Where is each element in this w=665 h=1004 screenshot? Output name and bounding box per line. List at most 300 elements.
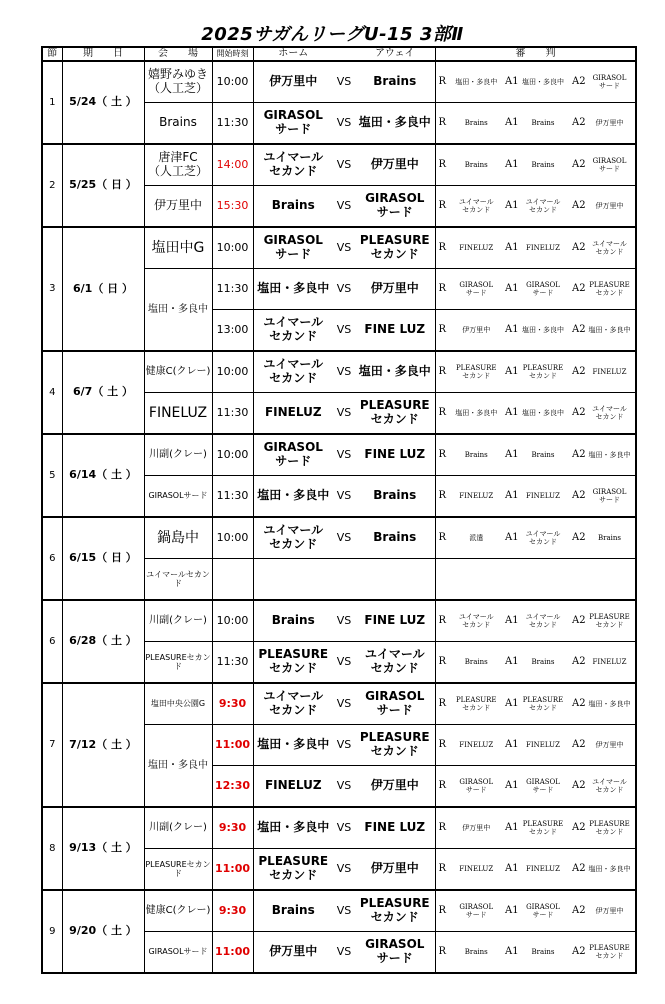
referee-a2: [569, 849, 636, 891]
match-start-time: 11:30: [212, 476, 253, 518]
vs-label: VS: [333, 310, 355, 352]
home-team: 伊万里中: [253, 61, 333, 103]
referee-team: [517, 364, 569, 381]
referee-team: [584, 778, 635, 795]
round-date: 5/25（ 日 ）: [62, 144, 144, 227]
header-ref-blank-1: [435, 47, 502, 61]
referee-team: [451, 198, 503, 215]
referee-team-line: ユイマール: [525, 197, 561, 206]
referee-role-label: A1: [505, 656, 519, 668]
round-number: 3: [42, 227, 62, 351]
referee-team-line: GIRASOL: [459, 777, 494, 786]
referee-role-label: R: [438, 863, 447, 875]
referee-role-label: A1: [505, 366, 519, 378]
round-block: [42, 517, 636, 600]
referee-role-label: R: [438, 490, 447, 502]
referee-a2: [569, 227, 636, 269]
away-team-line: GIRASOL: [365, 689, 425, 704]
round-date: 7/12（ 土 ）: [62, 683, 144, 807]
referee-r: [435, 600, 502, 642]
referee-role-label: A2: [572, 117, 586, 129]
referee-team: [517, 198, 569, 215]
home-team: 塩田・多良中: [253, 725, 333, 766]
referee-team: FINELUZ: [459, 740, 494, 749]
referee-a1: [502, 600, 569, 642]
referee-team: [451, 281, 503, 298]
referee-role-label: A1: [505, 905, 519, 917]
referee-role-label: A2: [572, 946, 586, 958]
referee-a2: [569, 186, 636, 228]
match-start-time: 9:30: [212, 890, 253, 932]
vs-label: VS: [333, 600, 355, 642]
referee-a2: [569, 103, 636, 145]
header-referee: 審 判: [502, 47, 569, 61]
vs-label: VS: [333, 642, 355, 684]
referee-a2: [569, 683, 636, 725]
home-team: Brains: [253, 890, 333, 932]
referee-team: Brains: [464, 118, 488, 127]
match-venue-line: （人工芝）: [147, 164, 208, 178]
referee-team: 派遣: [469, 533, 484, 542]
referee-a2: [569, 434, 636, 476]
home-team-line: サード: [275, 247, 312, 261]
away-team: [355, 890, 435, 932]
referee-team-line: GIRASOL: [592, 156, 627, 165]
referee-team: Brains: [531, 657, 555, 666]
match-start-time: 15:30: [212, 186, 253, 228]
referee-team-line: ユイマール: [525, 529, 561, 538]
match-row: [42, 600, 636, 642]
referee-a2: [569, 144, 636, 186]
referee-a2: [569, 600, 636, 642]
referee-team-line: サード: [532, 786, 554, 794]
match-start-time: 11:00: [212, 849, 253, 891]
match-start-time: 9:30: [212, 683, 253, 725]
referee-role-label: A1: [505, 117, 519, 129]
referee-role-label: R: [438, 242, 447, 254]
referee-a2: [569, 890, 636, 932]
referee-r: [435, 227, 502, 269]
match-start-time: 10:00: [212, 434, 253, 476]
referee-role-label: R: [438, 76, 447, 88]
away-team: Brains: [355, 61, 435, 103]
referee-r: [435, 476, 502, 518]
referee-team: Brains: [597, 533, 621, 542]
match-venue: [144, 144, 212, 186]
referee-team-line: ユイマール: [592, 777, 627, 786]
referee-team-line: GIRASOL: [459, 280, 494, 289]
away-team-line: セカンド: [370, 744, 419, 758]
referee-team-line: サード: [532, 289, 554, 297]
home-team: [253, 683, 333, 725]
referee-a1: [502, 725, 569, 766]
away-team-line: ユイマール: [364, 647, 425, 662]
vs-label: VS: [333, 269, 355, 310]
round-date: 6/1（ 日 ）: [62, 227, 144, 351]
home-team-line: ユイマール: [263, 523, 324, 538]
referee-a2: [569, 766, 636, 808]
referee-role-label: R: [438, 532, 447, 544]
home-team: FINELUZ: [253, 766, 333, 808]
match-venue: PLEASUREセカンド: [144, 849, 212, 891]
match-start-time: 10:00: [212, 517, 253, 559]
match-start-time: 10:00: [212, 227, 253, 269]
referee-team: Brains: [464, 160, 488, 169]
match-row: [42, 807, 636, 849]
referee-role-label: R: [438, 159, 447, 171]
vs-label: VS: [333, 61, 355, 103]
referee-a1: [502, 310, 569, 352]
home-team-line: セカンド: [269, 537, 318, 551]
match-venue: 鍋島中: [144, 517, 212, 559]
referee-role-label: A2: [572, 739, 586, 751]
referee-r: [435, 310, 502, 352]
home-team-line: セカンド: [269, 371, 318, 385]
referee-team-line: PLEASURE: [589, 819, 630, 828]
match-row: [42, 351, 636, 393]
referee-a1: [502, 144, 569, 186]
referee-r: [435, 517, 502, 559]
referee-team: FINELUZ: [526, 740, 560, 749]
referee-a1: [502, 186, 569, 228]
referee-team: FINELUZ: [526, 491, 560, 500]
referee-r: [435, 434, 502, 476]
referee-a1: [502, 517, 569, 559]
referee-team-line: セカンド: [462, 206, 491, 214]
referee-team: 伊万里中: [595, 201, 624, 210]
match-venue: 伊万里中: [144, 186, 212, 228]
referee-team: Brains: [464, 657, 488, 666]
referee-a2: [569, 517, 636, 559]
referee-a1: [502, 103, 569, 145]
round-block: [42, 61, 636, 144]
match-venue: GIRASOLサード: [144, 932, 212, 974]
referee-a2: [569, 393, 636, 435]
header-venue: 会 場: [144, 47, 212, 61]
referee-r: [435, 393, 502, 435]
referee-team: FINELUZ: [592, 367, 627, 376]
referee-team-line: サード: [465, 786, 487, 794]
referee-a2: [569, 310, 636, 352]
round-number: 9: [42, 890, 62, 973]
home-team-line: セカンド: [269, 164, 318, 178]
referee-team-line: PLEASURE: [522, 363, 564, 372]
referee-team-line: セカンド: [462, 372, 491, 380]
referee-role-label: A2: [572, 532, 586, 544]
referee-a1: [502, 559, 569, 601]
away-team: [355, 683, 435, 725]
home-team: [253, 310, 333, 352]
round-date: 6/28（ 土 ）: [62, 600, 144, 683]
referee-role-label: A2: [572, 242, 586, 254]
referee-team: Brains: [531, 118, 555, 127]
away-team: Brains: [355, 517, 435, 559]
referee-team-line: サード: [532, 911, 554, 919]
referee-team-line: PLEASURE: [455, 695, 497, 704]
referee-a1: [502, 393, 569, 435]
referee-team-line: GIRASOL: [459, 902, 494, 911]
round-date: 9/13（ 土 ）: [62, 807, 144, 890]
referee-team-line: セカンド: [595, 248, 624, 256]
away-team-line: セカンド: [370, 412, 419, 426]
referee-role-label: R: [438, 656, 447, 668]
referee-team: FINELUZ: [526, 864, 560, 873]
referee-team: [517, 281, 569, 298]
vs-label: VS: [333, 351, 355, 393]
home-team: [253, 144, 333, 186]
referee-role-label: A1: [505, 698, 519, 710]
home-team-line: GIRASOL: [263, 108, 323, 123]
round-block: [42, 434, 636, 517]
referee-team: [517, 613, 569, 630]
referee-role-label: A1: [505, 822, 519, 834]
referee-team-line: PLEASURE: [589, 612, 630, 621]
referee-team: FINELUZ: [526, 243, 560, 252]
away-team: 塩田・多良中: [355, 103, 435, 145]
referee-team: [584, 613, 635, 630]
referee-role-label: A1: [505, 532, 519, 544]
referee-r: [435, 103, 502, 145]
match-venue-line: （人工芝）: [147, 81, 208, 95]
referee-a1: [502, 642, 569, 684]
match-row: [42, 890, 636, 932]
referee-role-label: A1: [505, 159, 519, 171]
home-team-line: ユイマール: [263, 315, 324, 330]
referee-team: [451, 613, 503, 630]
referee-team: Brains: [464, 450, 488, 459]
referee-team-line: セカンド: [595, 413, 624, 421]
referee-role-label: R: [438, 366, 447, 378]
referee-a2: [569, 61, 636, 103]
referee-a1: [502, 890, 569, 932]
away-team: 伊万里中: [355, 144, 435, 186]
referee-a2: [569, 351, 636, 393]
referee-role-label: A2: [572, 76, 586, 88]
home-team: [253, 517, 333, 559]
referee-team-line: セカンド: [595, 621, 624, 629]
round-number: 5: [42, 434, 62, 517]
referee-r: [435, 683, 502, 725]
away-team: [355, 393, 435, 435]
referee-role-label: R: [438, 905, 447, 917]
vs-label: VS: [333, 434, 355, 476]
away-team-line: GIRASOL: [365, 937, 425, 952]
away-team: [355, 559, 435, 601]
referee-a1: [502, 766, 569, 808]
referee-team: [517, 903, 569, 920]
referee-a1: [502, 434, 569, 476]
referee-team: Brains: [531, 160, 555, 169]
header-row: [42, 47, 636, 61]
referee-team-line: セカンド: [529, 704, 557, 712]
referee-team: [517, 696, 569, 713]
match-venue: 川副(クレー): [144, 600, 212, 642]
referee-role-label: A2: [572, 905, 586, 917]
home-team-line: セカンド: [269, 329, 318, 343]
away-team-line: PLEASURE: [359, 730, 430, 745]
referee-role-label: R: [438, 200, 447, 212]
away-team-line: セカンド: [370, 910, 419, 924]
away-team: FINE LUZ: [355, 310, 435, 352]
referee-team: 塩田・多良中: [588, 864, 631, 873]
referee-team: 伊万里中: [462, 823, 491, 832]
match-venue: 塩田中央公園G: [144, 683, 212, 725]
referee-team-line: セカンド: [529, 828, 557, 836]
referee-role-label: A2: [572, 656, 586, 668]
referee-role-label: A2: [572, 615, 586, 627]
referee-role-label: R: [438, 739, 447, 751]
referee-role-label: A1: [505, 449, 519, 461]
match-start-time: 13:00: [212, 310, 253, 352]
referee-a1: [502, 849, 569, 891]
referee-team-line: セカンド: [595, 828, 624, 836]
home-team: 伊万里中: [253, 932, 333, 974]
referee-team: FINELUZ: [459, 864, 494, 873]
referee-team-line: PLEASURE: [589, 943, 630, 952]
vs-label: VS: [333, 725, 355, 766]
home-team-line: セカンド: [269, 703, 318, 717]
referee-role-label: R: [438, 822, 447, 834]
round-date: 5/24（ 土 ）: [62, 61, 144, 144]
referee-a1: [502, 227, 569, 269]
referee-role-label: A2: [572, 780, 586, 792]
referee-role-label: A1: [505, 324, 519, 336]
home-team: 塩田・多良中: [253, 269, 333, 310]
page-title: 2025サガんリーグU-15 3部Ⅱ: [201, 24, 464, 45]
referee-role-label: R: [438, 324, 447, 336]
round-date: 6/15（ 日 ）: [62, 517, 144, 600]
round-number: 4: [42, 351, 62, 434]
match-start-time: 11:00: [212, 725, 253, 766]
referee-team: 塩田・多良中: [455, 77, 498, 86]
vs-label: VS: [333, 890, 355, 932]
round-number: 1: [42, 61, 62, 144]
referee-team-line: サード: [599, 82, 620, 90]
referee-r: [435, 144, 502, 186]
home-team: FINELUZ: [253, 393, 333, 435]
match-venue: Brains: [144, 103, 212, 145]
referee-team: [451, 696, 503, 713]
referee-team-line: PLEASURE: [589, 280, 630, 289]
referee-a2: [569, 559, 636, 601]
match-venue: 塩田・多良中: [144, 725, 212, 808]
home-team: [253, 642, 333, 684]
referee-team-line: セカンド: [529, 538, 557, 546]
vs-label: VS: [333, 144, 355, 186]
referee-role-label: A2: [572, 407, 586, 419]
referee-team: [451, 778, 503, 795]
round-date: 6/14（ 土 ）: [62, 434, 144, 517]
away-team: [355, 725, 435, 766]
vs-label: VS: [333, 393, 355, 435]
referee-r: [435, 849, 502, 891]
match-venue: 塩田・多良中: [144, 269, 212, 352]
round-block: [42, 807, 636, 890]
away-team: [355, 932, 435, 974]
away-team-line: セカンド: [370, 247, 419, 261]
match-start-time: 12:30: [212, 766, 253, 808]
referee-r: [435, 186, 502, 228]
home-team-line: PLEASURE: [258, 647, 329, 662]
vs-label: VS: [333, 517, 355, 559]
header-section: 節: [42, 47, 62, 61]
round-number: 6: [42, 517, 62, 600]
referee-role-label: A1: [505, 739, 519, 751]
referee-r: [435, 890, 502, 932]
referee-team: [584, 281, 635, 298]
referee-team: FINELUZ: [459, 491, 494, 500]
referee-a2: [569, 932, 636, 974]
match-start-time: 11:00: [212, 932, 253, 974]
referee-role-label: A1: [505, 863, 519, 875]
header-away: アウェイ: [355, 47, 435, 61]
referee-a2: [569, 476, 636, 518]
match-venue: ユイマールセカンド: [144, 559, 212, 601]
referee-team: 塩田・多良中: [522, 77, 564, 86]
referee-team: 伊万里中: [595, 118, 624, 127]
referee-a1: [502, 476, 569, 518]
referee-team-line: ユイマール: [525, 612, 561, 621]
referee-team-line: GIRASOL: [592, 487, 627, 496]
match-start-time: 10:00: [212, 351, 253, 393]
match-venue: GIRASOLサード: [144, 476, 212, 518]
referee-role-label: R: [438, 615, 447, 627]
match-start-time: 9:30: [212, 807, 253, 849]
away-team-line: サード: [376, 703, 413, 717]
match-venue: 川副(クレー): [144, 807, 212, 849]
referee-r: [435, 932, 502, 974]
round-block: [42, 351, 636, 434]
referee-role-label: A1: [505, 200, 519, 212]
header-vs-blank: [333, 47, 355, 61]
away-team-line: サード: [376, 205, 413, 219]
referee-team-line: セカンド: [462, 621, 491, 629]
away-team-line: PLEASURE: [359, 233, 430, 248]
referee-team-line: セカンド: [595, 289, 624, 297]
referee-a1: [502, 351, 569, 393]
referee-role-label: R: [438, 780, 447, 792]
home-team-line: セカンド: [269, 868, 318, 882]
referee-role-label: A2: [572, 822, 586, 834]
vs-label: VS: [333, 683, 355, 725]
match-row: [42, 517, 636, 559]
match-venue-line: 唐津FC: [158, 150, 198, 165]
referee-team: 塩田・多良中: [588, 325, 631, 334]
match-start-time: 10:00: [212, 61, 253, 103]
away-team-line: GIRASOL: [365, 191, 425, 206]
match-start-time: 10:00: [212, 600, 253, 642]
match-row: [42, 61, 636, 103]
home-team-line: ユイマール: [263, 150, 324, 165]
round-number: 6: [42, 600, 62, 683]
away-team-line: サード: [376, 951, 413, 965]
referee-team: 塩田・多良中: [522, 408, 564, 417]
referee-team: [517, 820, 569, 837]
referee-team: Brains: [531, 450, 555, 459]
referee-a2: [569, 642, 636, 684]
referee-role-label: A1: [505, 780, 519, 792]
referee-team-line: セカンド: [529, 206, 557, 214]
header-ref-blank-2: [569, 47, 636, 61]
referee-a2: [569, 269, 636, 310]
home-team-line: GIRASOL: [263, 440, 323, 455]
referee-team: [517, 778, 569, 795]
referee-team: [451, 903, 503, 920]
referee-r: [435, 559, 502, 601]
vs-label: VS: [333, 766, 355, 808]
round-block: [42, 144, 636, 227]
referee-team: FINELUZ: [459, 243, 494, 252]
